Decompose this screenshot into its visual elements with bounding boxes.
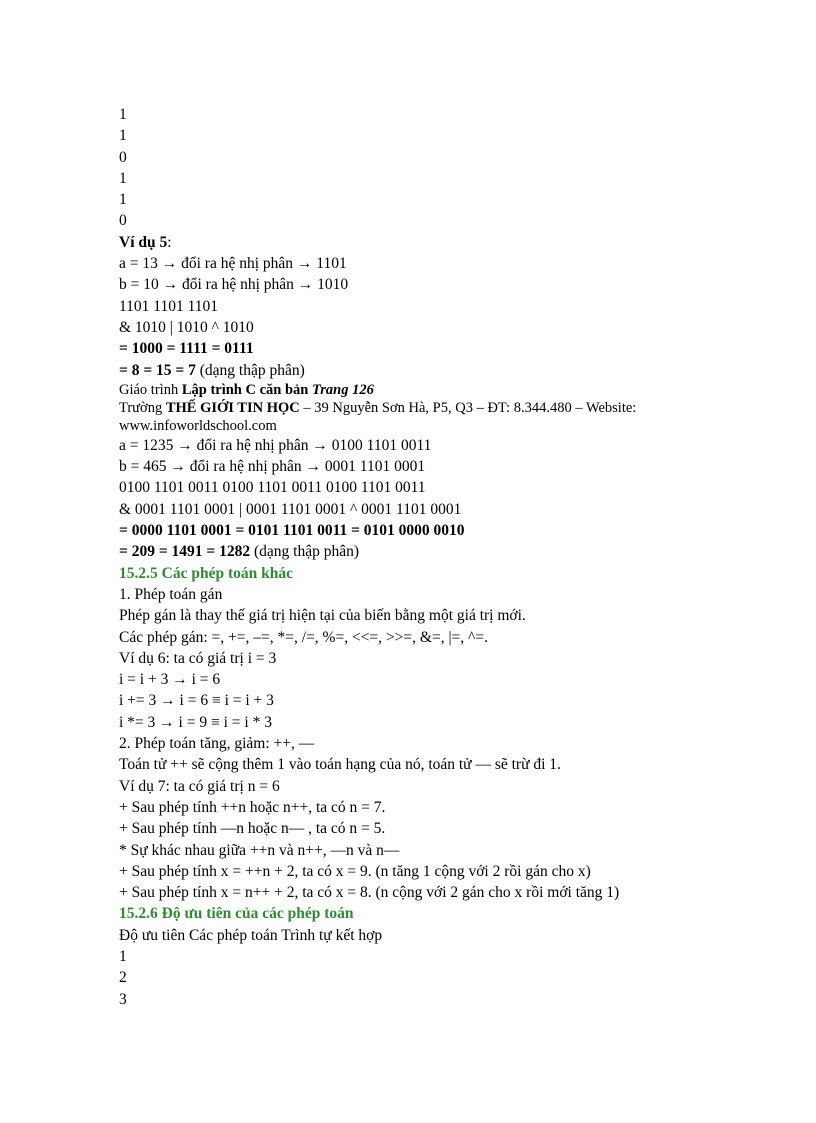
example5-operands: 1101 1101 1101 xyxy=(119,297,219,315)
number-line: 0 xyxy=(119,148,127,166)
body-line: Các phép gán: =, +=, –=, *=, /=, %=, <<=, >>=, &=, |=, ^=. xyxy=(119,628,488,646)
number-line: 0 xyxy=(119,212,127,230)
table-row: 2 xyxy=(119,969,127,987)
book-page: Trang 126 xyxy=(308,381,374,398)
document-page xyxy=(119,104,759,1010)
number-line: 1 xyxy=(119,169,127,187)
section-heading: 15.2.5 Các phép toán khác xyxy=(119,564,293,582)
school-tail: – 39 Nguyễn Sơn Hà, P5, Q3 – ĐT: 8.344.480 – Website: xyxy=(299,399,637,416)
example5-decimal xyxy=(119,360,759,381)
section-heading: 15.2.6 Độ ưu tiên của các phép toán xyxy=(119,905,354,923)
body-line: 2. Phép toán tăng, giảm: ++, — xyxy=(119,735,315,753)
body-line: + Sau phép tính x = n++ + 2, ta có x = 8. (n cộng với 2 gán cho x rồi mới tăng 1) xyxy=(119,884,620,902)
number-line: 1 xyxy=(119,106,127,123)
body-line: Ví dụ 6: ta có giá trị i = 3 xyxy=(119,649,277,667)
example5b-operands: 0100 1101 0011 0100 1101 0011 0100 1101 0011 xyxy=(119,479,426,497)
school-footer xyxy=(119,399,759,417)
table-row: 1 xyxy=(119,947,127,965)
example5-a-line: a = 13 → đổi ra hệ nhị phân → 1101 xyxy=(119,255,347,273)
body-line: 1. Phép toán gán xyxy=(119,585,223,603)
number-line: 1 xyxy=(119,191,127,209)
number-line: 1 xyxy=(119,127,127,145)
body-line: i *= 3 → i = 9 ≡ i = i * 3 xyxy=(119,713,272,731)
example5-result: = 1000 = 1111 = 0111 xyxy=(119,340,254,358)
school-name: THẾ GIỚI TIN HỌC xyxy=(165,399,300,416)
body-line: Phép gán là thay thế giá trị hiện tại của biến bằng một giá trị mới. xyxy=(119,607,526,625)
school-prefix: Trường xyxy=(119,399,166,416)
example5b-decimal xyxy=(119,541,759,562)
school-website: www.infoworldschool.com xyxy=(119,417,277,434)
body-line: + Sau phép tính —n hoặc n— , ta có n = 5. xyxy=(119,820,386,838)
body-line: i = i + 3 → i = 6 xyxy=(119,671,221,689)
example5-label-tail: : xyxy=(167,233,172,251)
body-line: + Sau phép tính x = ++n + 2, ta có x = 9. (n tăng 1 cộng với 2 rồi gán cho x) xyxy=(119,862,591,880)
example5b-decimal-bold: = 209 = 1491 = 1282 xyxy=(119,543,251,561)
example5b-a-line: a = 1235 → đổi ra hệ nhị phân → 0100 1101 0011 xyxy=(119,436,432,454)
example5-label xyxy=(119,232,759,253)
example5b-b-line: b = 465 → đổi ra hệ nhị phân → 0001 1101 0001 xyxy=(119,458,426,476)
example5b-result: = 0000 1101 0001 = 0101 1101 0011 = 0101 0000 0010 xyxy=(119,522,465,540)
body-line: Ví dụ 7: ta có giá trị n = 6 xyxy=(119,777,280,795)
table-row: 3 xyxy=(119,990,127,1008)
body-line: Toán tử ++ sẽ cộng thêm 1 vào toán hạng của nó, toán tử — sẽ trừ đi 1. xyxy=(119,756,561,774)
example5b-decimal-tail: (dạng thập phân) xyxy=(250,543,360,561)
example5-decimal-tail: (dạng thập phân) xyxy=(195,361,305,379)
example5-b-line: b = 10 → đổi ra hệ nhị phân → 1010 xyxy=(119,276,349,294)
body-line: + Sau phép tính ++n hoặc n++, ta có n = 7. xyxy=(119,798,386,816)
table-header: Độ ưu tiên Các phép toán Trình tự kết hợp xyxy=(119,926,383,944)
book-footer xyxy=(119,381,759,399)
example5-operators: & 1010 | 1010 ^ 1010 xyxy=(119,318,254,336)
example5-decimal-bold: = 8 = 15 = 7 xyxy=(119,361,196,379)
example5b-operators: & 0001 1101 0001 | 0001 1101 0001 ^ 0001 1101 0001 xyxy=(119,500,462,518)
book-title: Lập trình C căn bản xyxy=(181,381,309,398)
body-line: * Sự khác nhau giữa ++n và n++, —n và n— xyxy=(119,841,400,859)
example5-label-bold: Ví dụ 5 xyxy=(119,233,168,251)
book-prefix: Giáo trình xyxy=(119,381,182,398)
body-line: i += 3 → i = 6 ≡ i = i + 3 xyxy=(119,692,274,710)
